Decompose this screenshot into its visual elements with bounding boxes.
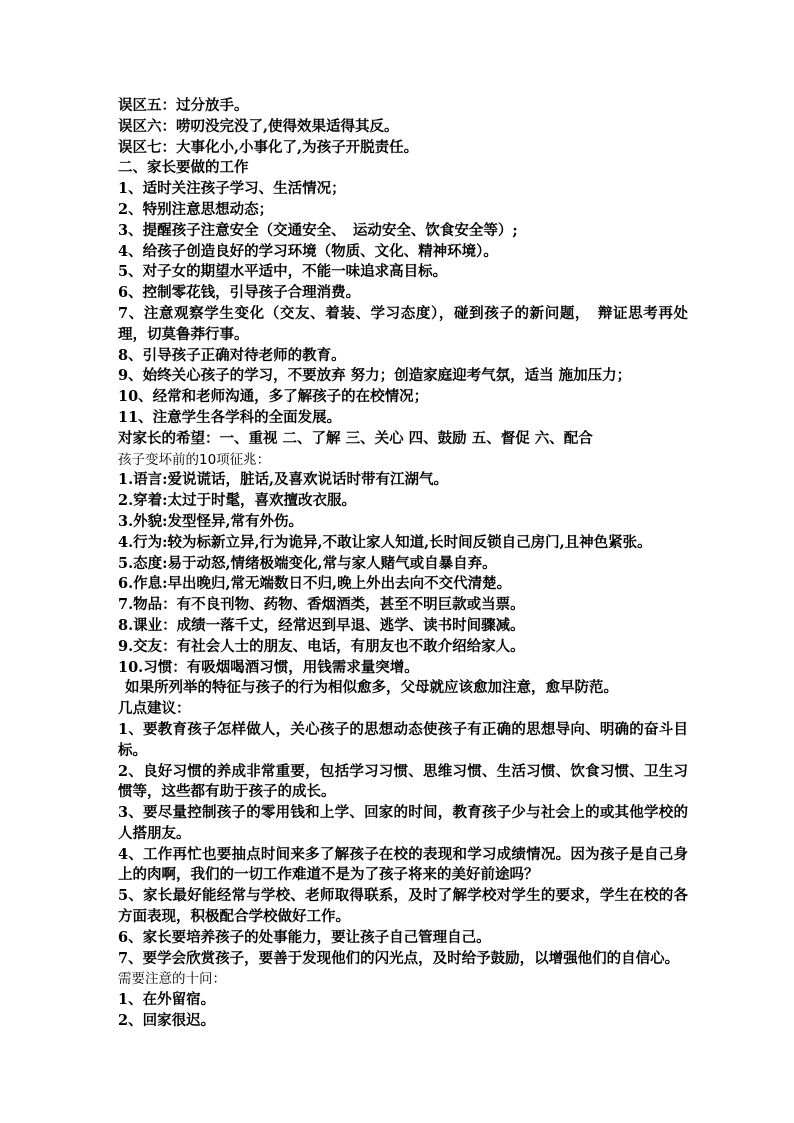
list-item: 10、经常和老师沟通，多了解孩子的在校情况； — [118, 388, 429, 406]
list-item: 7.物品：有不良刊物、药物、香烟酒类，甚至不明巨款或当票。 — [118, 596, 525, 614]
section-heading: 几点建议： — [118, 700, 191, 718]
list-item: 6、家长要培养孩子的处事能力，要让孩子自己管理自己。 — [118, 928, 491, 946]
list-item: 5、对子女的期望水平适中，不能一味追求高目标。 — [118, 263, 448, 281]
list-item: 2.穿着:太过于时髦，喜欢擅改衣服。 — [118, 492, 356, 510]
list-item: 9.交友：有社会人士的朋友、电话，有朋友也不敢介绍给家人。 — [118, 637, 525, 655]
list-item: 1、要教育孩子怎样做人，关心孩子的思想动态使孩子有正确的思想导向、明确的奋斗目标。 — [118, 720, 688, 759]
list-item: 6.作息:早出晚归,常无端数日不归,晚上外出去向不交代清楚。 — [118, 575, 512, 593]
section-heading: 孩子变坏前的10项征兆： — [118, 451, 271, 468]
text-line: 对家长的希望：一、重视 二、了解 三、关心 四、鼓励 五、督促 六、配合 — [118, 429, 593, 447]
text-line: 误区五：过分放手。 — [118, 97, 249, 114]
list-item: 4.行为:较为标新立异,行为诡异,不敢让家人知道,长时间反锁自己房门,且神色紧张。 — [118, 533, 652, 551]
list-item: 2、特别注意思想动态； — [118, 200, 274, 218]
list-item: 2、回家很迟。 — [118, 1012, 216, 1030]
section-heading: 需要注意的十问： — [118, 971, 226, 988]
list-item: 5.态度:易于动怒,情绪极端变化,常与家人赌气或自暴自弃。 — [118, 554, 497, 572]
list-item: 3、提醒孩子注意安全（交通安全、 运动安全、饮食安全等）; — [118, 221, 518, 239]
text-line: 误区六：唠叨没完没了,使得效果适得其反。 — [118, 117, 399, 135]
list-item: 5、家长最好能经常与学校、老师取得联系，及时了解学校对学生的要求，学生在校的各方面表现，积极配合学校做好工作。 — [118, 887, 688, 926]
list-item: 11、注意学生各学科的全面发展。 — [118, 408, 342, 426]
list-item: 7、注意观察学生变化（交友、着装、学习态度），碰到孩子的新问题， 辩证思考再处理，切莫鲁莽行事。 — [118, 304, 688, 343]
list-item: 4、工作再忙也要抽点时间来多了解孩子在校的表现和学习成绩情况。因为孩子是自己身上的肉啊，我们的一切工作难道不是为了孩子将来的美好前途吗？ — [118, 845, 688, 884]
list-item: 1.语言:爱说谎话，脏话,及喜欢说话时带有江湖气。 — [118, 471, 449, 489]
list-item: 10.习惯：有吸烟喝酒习惯，用钱需求量突增。 — [118, 658, 419, 676]
list-item: 2、良好习惯的养成非常重要，包括学习习惯、思维习惯、生活习惯、饮食习惯、卫生习惯等，这些都有助于孩子的成长。 — [118, 762, 688, 801]
list-item: 8.课业：成绩一落千丈，经常迟到早退、逃学、读书时间骤减。 — [118, 616, 525, 634]
section-heading: 二、家长要做的工作 — [118, 159, 249, 177]
list-item: 3、要尽量控制孩子的零用钱和上学、回家的时间，教育孩子少与社会上的或其他学校的人搭朋友。 — [118, 804, 688, 842]
list-item: 1、在外留宿。 — [118, 991, 216, 1009]
text-line: 误区七：大事化小,小事化了,为孩子开脱责任。 — [118, 138, 419, 156]
list-item: 1、适时关注孩子学习、生活情况； — [118, 180, 346, 198]
list-item: 8、引导孩子正确对待老师的教育。 — [118, 346, 346, 364]
document-page — [118, 96, 688, 1032]
text-line: 如果所列举的特征与孩子的行为相似愈多，父母就应该愈加注意，愈早防范。 — [125, 679, 618, 697]
list-item: 9、始终关心孩子的学习，不要放弃 努力；创造家庭迎考气氛，适当 施加压力； — [118, 367, 632, 385]
list-item: 3.外貌:发型怪异,常有外伤。 — [118, 512, 304, 530]
list-item: 6、控制零花钱，引导孩子合理消费。 — [118, 284, 361, 302]
list-item: 7、要学会欣赏孩子，要善于发现他们的闪光点，及时给予鼓励，以增强他们的自信心。 — [118, 949, 680, 967]
list-item: 4、给孩子创造良好的学习环境（物质、文化、精神环境）。 — [118, 242, 498, 260]
